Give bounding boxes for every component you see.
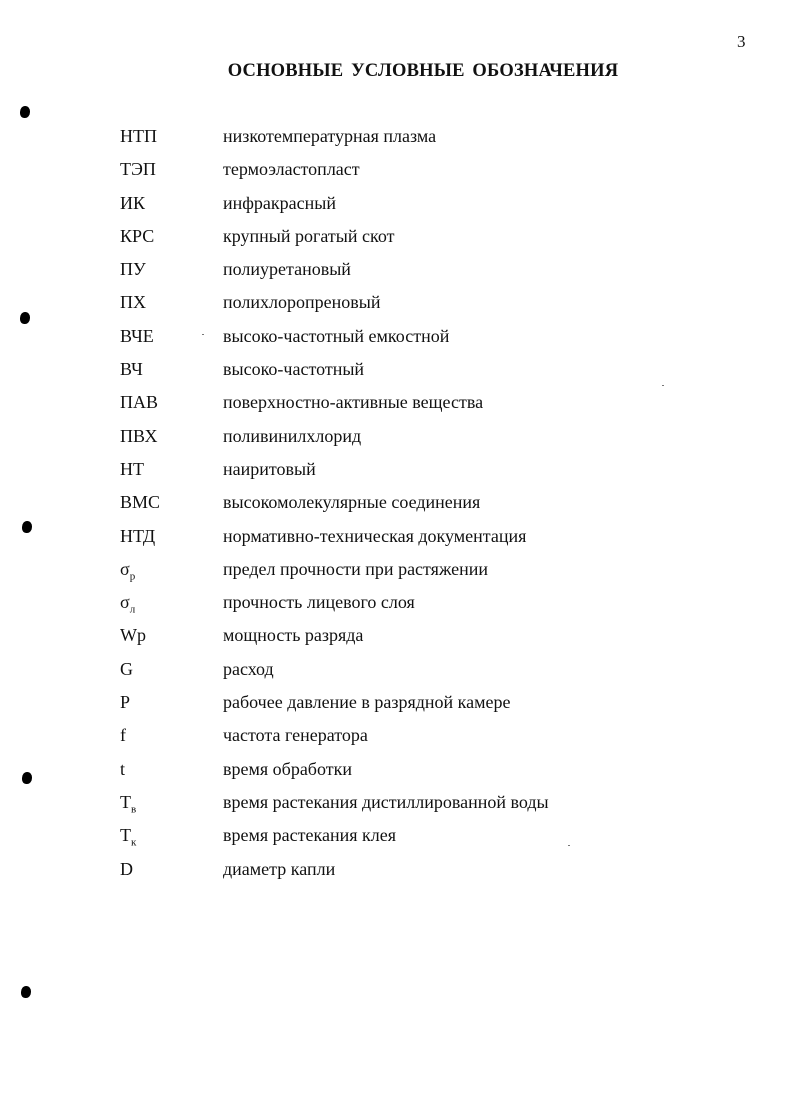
abbreviation-symbol: T [120,825,131,846]
abbreviation-term [120,825,223,849]
abbreviation-definition: мощность разряда [223,625,364,646]
abbreviation-row [120,392,680,425]
abbreviation-definition: низкотемпературная плазма [223,126,437,146]
abbreviation-symbol: ВМС [120,492,161,513]
abbreviation-definition: нормативно-техническая документация [223,525,527,546]
abbreviation-definition: полихлоропреновый [223,292,381,313]
abbreviation-definition: частота генератора [223,725,368,746]
abbreviation-term [120,592,223,616]
abbreviation-symbol: НТП [120,126,157,146]
abbreviation-symbol: ПУ [120,259,146,280]
abbreviation-definition: время растекания клея [223,825,396,846]
abbreviation-row [120,259,680,292]
abbreviation-definition: высокомолекулярные соединения [223,492,481,513]
abbreviation-term [120,625,223,646]
abbreviation-row [120,526,680,559]
abbreviation-term [120,725,223,746]
abbreviation-row [120,326,680,359]
abbreviation-definition: высоко-частотный [223,359,365,380]
abbreviation-term [120,292,223,313]
abbreviation-definition: крупный рогатый скот [223,225,395,246]
binder-hole-mark [22,521,32,533]
abbreviation-term [120,226,223,247]
page-number: 3 [737,32,746,51]
abbreviation-row [120,159,680,192]
abbreviation-definition: время растекания дистиллированной воды [223,791,549,812]
abbreviation-term [120,126,223,147]
scan-speck [662,385,664,386]
abbreviation-definition: поверхностно-активные вещества [223,392,484,413]
abbreviation-row [120,226,680,259]
abbreviation-row [120,592,680,625]
abbreviation-term [120,759,223,780]
abbreviation-row [120,659,680,692]
abbreviation-row [120,559,680,592]
abbreviation-row [120,292,680,325]
abbreviation-term [120,359,223,380]
abbreviation-row [120,126,680,159]
abbreviation-symbol: ПХ [120,292,146,313]
abbreviation-symbol: КРС [120,225,155,246]
abbreviation-row [120,459,680,492]
abbreviation-symbol: ВЧЕ [120,325,154,346]
abbreviation-symbol: ПАВ [120,392,159,413]
abbreviation-symbol: ИК [120,192,146,213]
page-title: ОСНОВНЫЕ УСЛОВНЫЕ ОБОЗНАЧЕНИЯ [227,61,619,81]
abbreviation-term [120,392,223,413]
abbreviation-row [120,492,680,525]
abbreviation-definition: высоко-частотный емкостной [223,325,450,346]
abbreviation-symbol: D [120,858,133,879]
abbreviation-term [120,459,223,480]
abbreviation-symbol: G [120,658,133,679]
abbreviation-term [120,859,223,880]
abbreviation-term [120,692,223,713]
binder-hole-mark [21,986,31,998]
abbreviation-symbol: σ [120,558,130,579]
abbreviation-symbol: σ [120,592,130,613]
abbreviation-row [120,859,680,892]
binder-hole-mark [20,106,30,118]
abbreviation-symbol: t [120,758,126,779]
abbreviation-row [120,725,680,758]
abbreviation-row [120,759,680,792]
abbreviation-list [120,126,680,892]
abbreviation-row [120,625,680,658]
abbreviation-symbol: T [120,791,131,812]
abbreviation-definition: рабочее давление в разрядной камере [223,692,511,713]
abbreviation-definition: диаметр капли [223,858,336,879]
abbreviation-symbol: P [120,692,131,713]
abbreviation-symbol: ВЧ [120,359,143,380]
abbreviation-subscript: в [131,803,137,816]
abbreviation-symbol: Wp [120,625,146,646]
abbreviation-symbol: НТД [120,525,156,546]
abbreviation-symbol: НТ [120,458,144,479]
binder-hole-mark [22,772,32,784]
abbreviation-symbol: f [120,725,126,746]
scan-speck [202,334,204,335]
abbreviation-subscript: л [129,603,136,616]
abbreviation-term [120,159,223,180]
abbreviation-symbol: ПВХ [120,425,158,446]
abbreviation-definition: полиуретановый [223,259,351,280]
abbreviation-row [120,193,680,226]
abbreviation-row [120,426,680,459]
binder-hole-mark [20,312,30,324]
abbreviation-term [120,193,223,214]
abbreviation-term [120,559,223,583]
abbreviation-term [120,426,223,447]
abbreviation-row [120,359,680,392]
abbreviation-definition: наиритовый [223,458,316,479]
abbreviation-term [120,792,223,816]
abbreviation-term [120,326,223,347]
abbreviation-term [120,526,223,547]
scan-speck [568,845,570,846]
abbreviation-term [120,659,223,680]
abbreviation-subscript: р [129,570,136,583]
abbreviation-definition: прочность лицевого слоя [223,592,415,613]
abbreviation-term [120,259,223,280]
abbreviation-definition: время обработки [223,758,352,779]
abbreviation-definition: поливинилхлорид [223,425,362,446]
abbreviation-definition: инфракрасный [223,192,337,213]
abbreviation-definition: предел прочности при растяжении [223,558,489,579]
abbreviation-row [120,825,680,858]
abbreviation-subscript: к [131,836,137,849]
abbreviation-row [120,692,680,725]
abbreviation-row [120,792,680,825]
abbreviation-definition: термоэластопласт [223,159,360,180]
abbreviation-term [120,492,223,513]
abbreviation-symbol: ТЭП [120,159,156,180]
abbreviation-definition: расход [223,658,274,679]
